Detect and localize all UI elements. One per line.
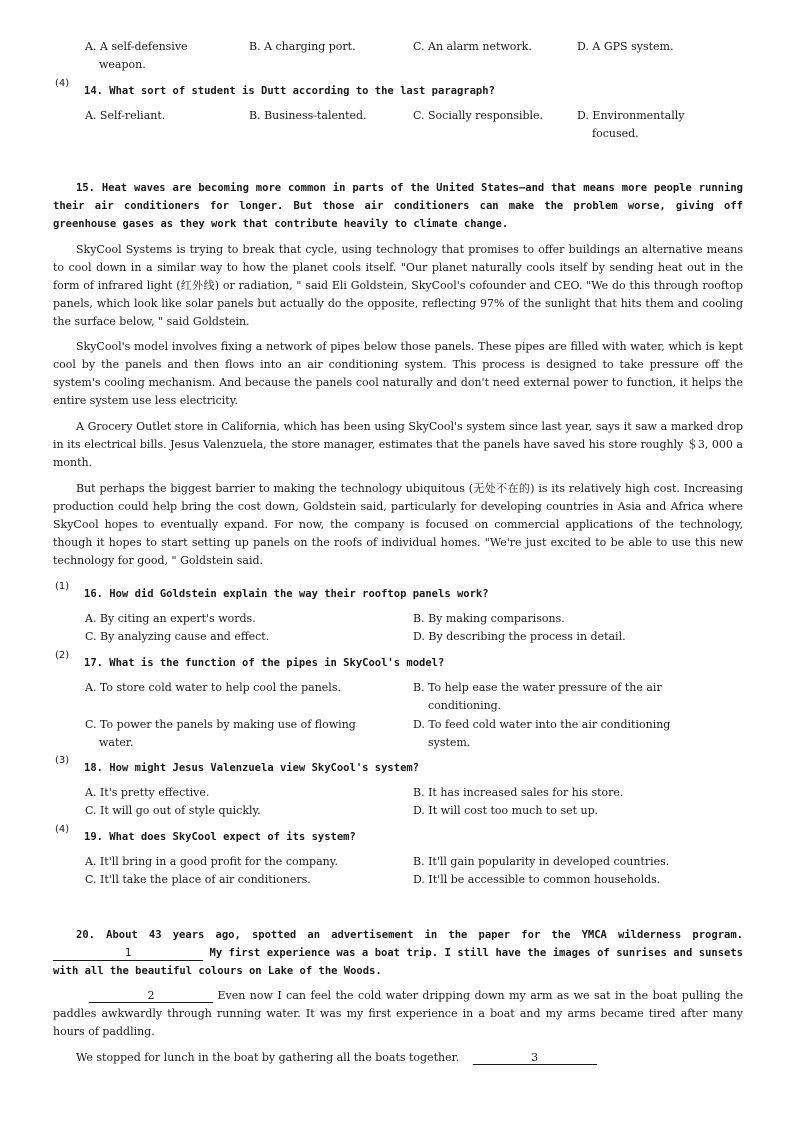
- q14-option-b: B. Business-talented.: [249, 109, 367, 122]
- q18-sub-number: (3): [55, 755, 70, 766]
- q19-option-c: C. It'll take the place of air conditioners.: [85, 873, 311, 886]
- q13-option-c: C. An alarm network.: [413, 40, 532, 53]
- passage20-intro-text-b: My first experience was a boat trip. I still have the images of sunrises and sunsets with all the beautiful colours on Lake of the Woods.: [53, 947, 743, 977]
- q14-option-a: A. Self-reliant.: [85, 109, 166, 122]
- q19-stem: 19. What does SkyCool expect of its system?: [84, 831, 356, 843]
- passage20-paragraph-1-text: Even now I can feel the cold water dripping down my arm as we sat in the boat pulling the paddles awkwardly through running water. It was my first experience in a boat and my arms became tired after many hours of paddling.: [53, 989, 743, 1038]
- passage20-paragraph-2: [53, 1049, 743, 1067]
- passage15-paragraph-2: SkyCool's model involves fixing a network of pipes below those panels. These pipes are filled with water, which is kept cool by the panels and then flows into an air conditioning system. This process is designed to take pressure off the system's cooling mechanism. And because the panels cool naturally and don't need external power to function, it helps the entire system use less electricity.: [53, 340, 743, 407]
- q18-option-b: B. It has increased sales for his store.: [413, 786, 624, 799]
- passage20-intro-text-a: 20. About 43 years ago, spotted an advertisement in the paper for the YMCA wilderness program.: [76, 929, 743, 941]
- q19-option-b: B. It'll gain popularity in developed countries.: [413, 855, 670, 868]
- passage15-paragraph-3: A Grocery Outlet store in California, which has been using SkyCool's system since last year, says it saw a marked drop in its electrical bills. Jesus Valenzuela, the store manager, estimates that the panels have saved his store roughly ＄3, 000 a month.: [53, 420, 743, 469]
- q18-stem: 18. How might Jesus Valenzuela view SkyCool's system?: [84, 762, 420, 774]
- q17-stem: 17. What is the function of the pipes in SkyCool's model?: [84, 657, 445, 669]
- q16-option-a: A. By citing an expert's words.: [85, 612, 256, 625]
- q17-option-a: A. To store cold water to help cool the panels.: [85, 681, 341, 694]
- passage15-paragraph-1: SkyCool Systems is trying to break that cycle, using technology that promises to offer buildings an alternative means to cool down in a similar way to how the planet cools itself. "Our planet naturally cools itself by sending heat out in the form of infrared light (红外线) or radiation, " said Eli Goldstein, SkyCool's cofounder and CEO. "We do this through rooftop panels, which look like solar panels but actually do the opposite, reflecting 97% of the sunlight that hits them and cooling the surface below, " said Goldstein.: [53, 243, 743, 328]
- q18-option-a: A. It's pretty effective.: [85, 786, 210, 799]
- q14-sub-number: (4): [55, 78, 70, 89]
- q16-option-d: D. By describing the process in detail.: [413, 630, 626, 643]
- q19-option-a: A. It'll bring in a good profit for the company.: [85, 855, 338, 868]
- q18-option-c: C. It will go out of style quickly.: [85, 804, 261, 817]
- passage15-intro: 15. Heat waves are becoming more common in parts of the United States—and that means more people running their air conditioners for longer. But those air conditioners can make the problem worse, giving off greenhouse gases as they work that contribute heavily to climate change.: [53, 182, 743, 230]
- answer-blank-3[interactable]: 3: [473, 1051, 597, 1065]
- q17-option-d-continued: system.: [428, 736, 471, 749]
- q14-option-c: C. Socially responsible.: [413, 109, 544, 122]
- passage20-intro: [53, 926, 743, 980]
- q17-option-c: C. To power the panels by making use of flowing: [85, 718, 356, 731]
- q13-option-a: A. A self-defensive: [85, 40, 188, 53]
- q19-sub-number: (4): [55, 824, 70, 835]
- q14-stem: 14. What sort of student is Dutt according to the last paragraph?: [84, 85, 495, 97]
- q19-option-d: D. It'll be accessible to common households.: [413, 873, 661, 886]
- passage20-paragraph-1: [53, 987, 743, 1041]
- q17-option-d: D. To feed cold water into the air conditioning: [413, 718, 671, 731]
- q13-option-d: D. A GPS system.: [577, 40, 674, 53]
- q18-option-d: D. It will cost too much to set up.: [413, 804, 599, 817]
- answer-blank-2[interactable]: 2: [89, 989, 213, 1003]
- q16-sub-number: (1): [55, 581, 70, 592]
- q16-option-c: C. By analyzing cause and effect.: [85, 630, 270, 643]
- q13-option-b: B. A charging port.: [249, 40, 356, 53]
- q14-option-d: D. Environmentally: [577, 109, 685, 122]
- q16-option-b: B. By making comparisons.: [413, 612, 565, 625]
- q17-option-b-continued: conditioning.: [428, 699, 502, 712]
- q16-stem: 16. How did Goldstein explain the way their rooftop panels work?: [84, 588, 489, 600]
- q14-option-d-continued: focused.: [592, 127, 639, 140]
- answer-blank-1[interactable]: 1: [53, 947, 203, 961]
- q17-option-c-continued: water.: [99, 736, 134, 749]
- passage20-paragraph-2-text: We stopped for lunch in the boat by gathering all the boats together.: [76, 1051, 460, 1064]
- passage15-paragraph-4: But perhaps the biggest barrier to making the technology ubiquitous (无处不在的) is its relatively high cost. Increasing production could help bring the cost down, Goldstein said, particularly for developing countries in Asia and Africa where SkyCool hopes to eventually expand. For now, the company is focused on commercial applications of the technology, though it hopes to start setting up panels on the roofs of individual homes. "We're just excited to be able to use this new technology for good, " Goldstein said.: [53, 482, 743, 567]
- q13-option-a-continued: weapon.: [99, 58, 146, 71]
- q17-sub-number: (2): [55, 650, 70, 661]
- q17-option-b: B. To help ease the water pressure of the air: [413, 681, 662, 694]
